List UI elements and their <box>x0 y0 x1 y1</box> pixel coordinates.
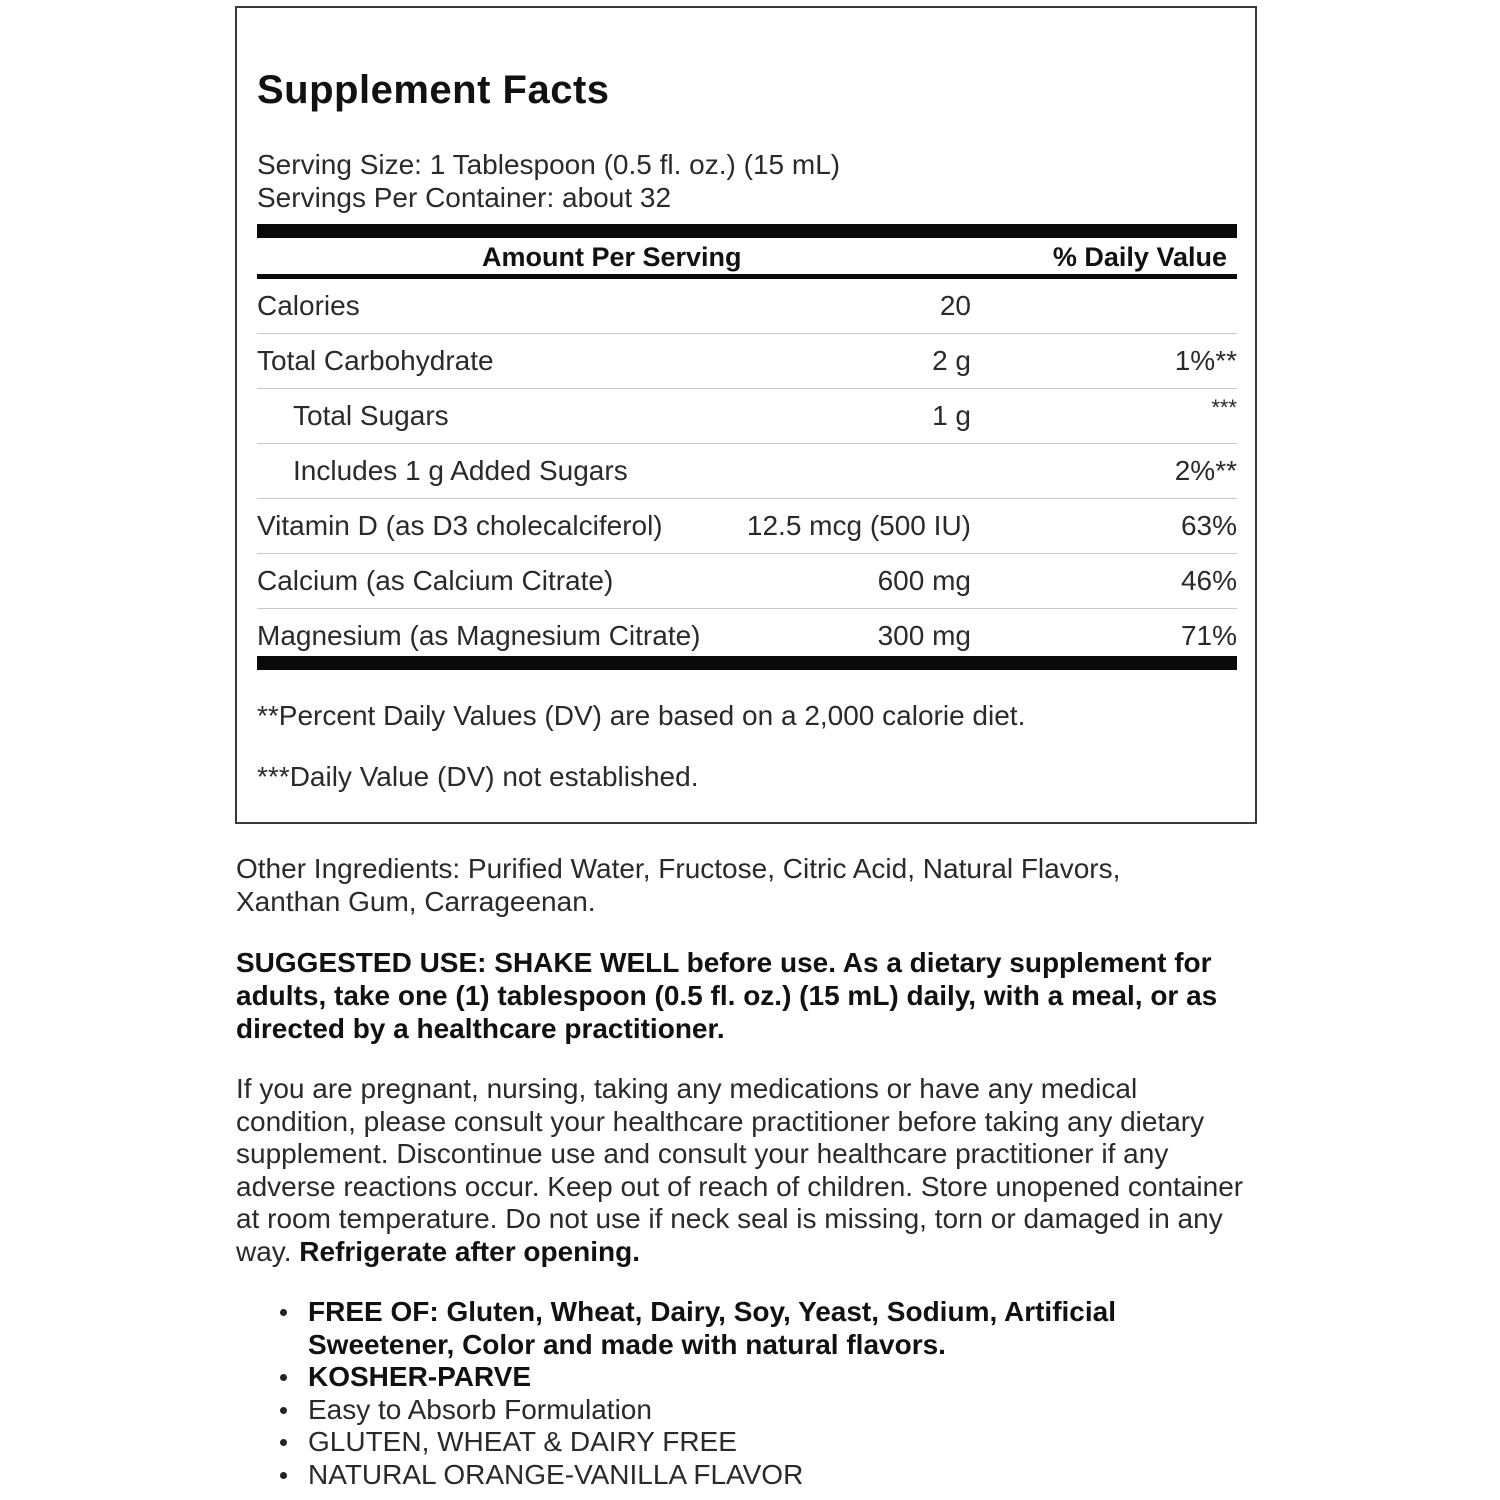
table-row <box>257 444 1237 499</box>
nutrient-name: Calories <box>257 290 360 321</box>
nutrient-daily-value: 1%** <box>1174 345 1237 376</box>
nutrient-name: Includes 1 g Added Sugars <box>293 455 628 486</box>
table-row <box>257 334 1237 389</box>
table-header <box>257 238 1237 276</box>
thick-divider-top <box>257 224 1237 238</box>
nutrient-name: Vitamin D (as D3 cholecalciferol) <box>257 510 663 541</box>
nutrient-amount: 20 <box>939 290 971 321</box>
thick-divider-bottom <box>257 656 1237 670</box>
nutrient-amount: 12.5 mcg (500 IU) <box>746 510 971 541</box>
list-item: NATURAL ORANGE-VANILLA FLAVOR <box>308 1459 1268 1492</box>
list-item: FREE OF: Gluten, Wheat, Dairy, Soy, Yeast, Sodium, Artificial Sweetener, Color and made with natural flavors. <box>308 1296 1268 1361</box>
nutrient-amount: 300 mg <box>877 620 971 651</box>
supplement-facts-panel <box>235 6 1257 824</box>
nutrient-daily-value: *** <box>1211 395 1237 420</box>
table-row <box>257 389 1237 444</box>
nutrient-amount: 1 g <box>932 400 971 431</box>
serving-size: Serving Size: 1 Tablespoon (0.5 fl. oz.) (15 mL) <box>257 149 841 180</box>
nutrient-daily-value: 2%** <box>1174 455 1237 486</box>
nutrient-amount: 2 g <box>932 345 971 376</box>
table-row <box>257 279 1237 334</box>
warning-body: If you are pregnant, nursing, taking any medications or have any medical condition, please consult your healthcare practitioner before taking any dietary supplement. Discontinue use and consult your healthcare practitioner if any adverse reactions occur. Keep out of reach of children. Store unopened container at room temperature. Do not use if neck seal is missing, torn or damaged in any way. <box>236 1073 1244 1267</box>
header-daily-value: % Daily Value <box>1052 242 1227 272</box>
other-ingredients: Other Ingredients: Purified Water, Fructose, Citric Acid, Natural Flavors, Xanthan Gum, Carrageenan. <box>236 853 1121 917</box>
table-row <box>257 609 1237 663</box>
warning-text <box>236 1073 1256 1269</box>
nutrient-table <box>257 279 1237 663</box>
nutrient-name: Total Sugars <box>293 400 449 431</box>
table-row <box>257 499 1237 554</box>
list-item: GLUTEN, WHEAT & DAIRY FREE <box>308 1426 1268 1459</box>
nutrient-name: Total Carbohydrate <box>257 345 494 376</box>
refrigerate-note: Refrigerate after opening. <box>299 1235 641 1267</box>
nutrient-amount: 600 mg <box>877 565 971 596</box>
list-item: KOSHER-PARVE <box>308 1361 1268 1394</box>
nutrient-daily-value: 71% <box>1180 620 1237 651</box>
footnote-dv-not-established: ***Daily Value (DV) not established. <box>257 761 699 792</box>
list-item: Easy to Absorb Formulation <box>308 1394 1268 1427</box>
nutrient-name: Magnesium (as Magnesium Citrate) <box>257 620 701 651</box>
panel-title: Supplement Facts <box>257 68 610 112</box>
suggested-use: SUGGESTED USE: SHAKE WELL before use. As a dietary supplement for adults, take one (1) tablespoon (0.5 fl. oz.) (15 mL) daily, with a meal, or as directed by a healthcare practitioner. <box>236 947 1218 1044</box>
servings-per-container: Servings Per Container: about 32 <box>257 182 672 213</box>
table-row <box>257 554 1237 609</box>
footnote-percent-dv: **Percent Daily Values (DV) are based on a 2,000 calorie diet. <box>257 700 1026 731</box>
feature-list <box>270 1296 1268 1491</box>
serving-info <box>257 148 840 214</box>
nutrient-daily-value: 63% <box>1180 510 1237 541</box>
nutrient-name: Calcium (as Calcium Citrate) <box>257 565 614 596</box>
nutrient-daily-value: 46% <box>1180 565 1237 596</box>
header-amount-per-serving: Amount Per Serving <box>482 242 742 272</box>
